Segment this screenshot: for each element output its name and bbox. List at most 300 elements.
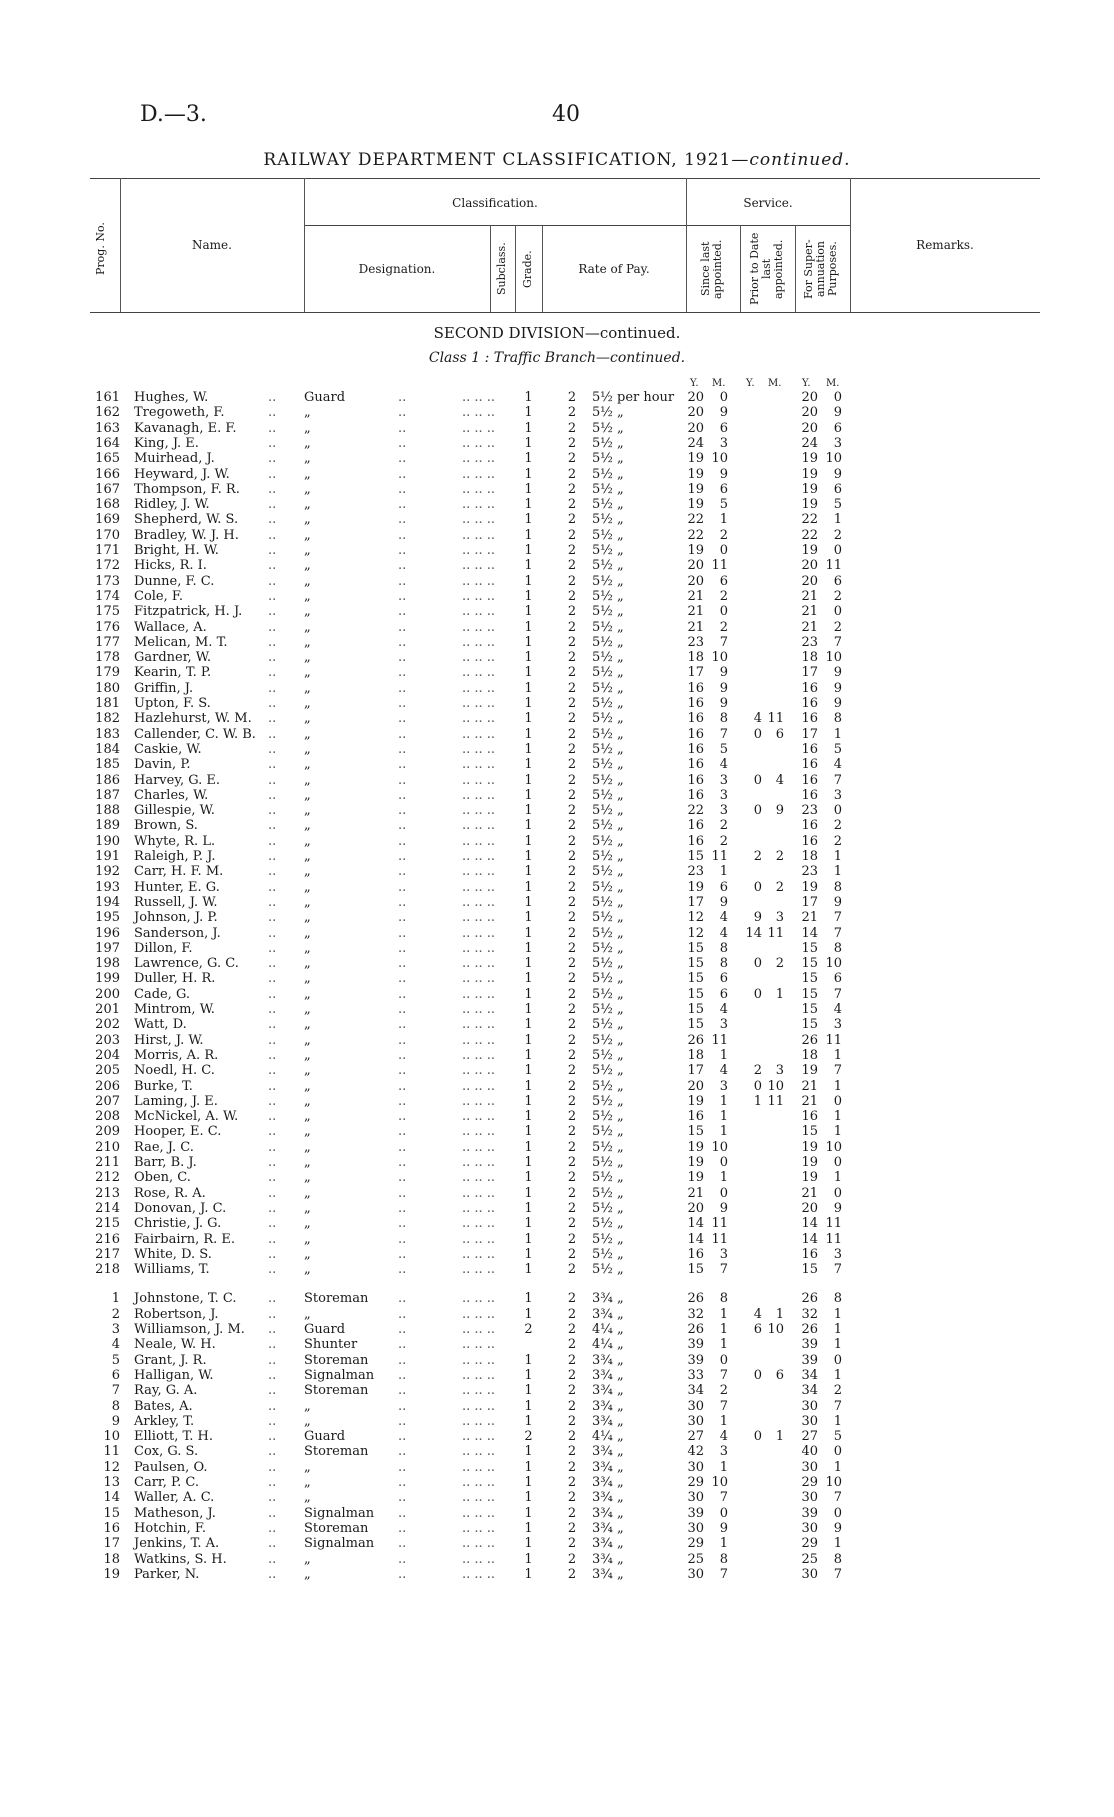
leader-dots: .. [268,1002,277,1017]
leader-dots: .. .. .. [462,405,496,421]
name: Callender, C. W. B. [134,726,256,742]
since-months: 0 [719,1352,728,1368]
rate: 5½ [592,1246,613,1262]
designation: „ [304,1231,311,1247]
since-years: 30 [687,1398,704,1414]
super-years: 14 [801,1216,818,1232]
leader-dots: .. [268,833,277,849]
leader-dots: .. .. .. [462,650,496,666]
grade: 2 [567,1002,577,1017]
rate-unit: „ [617,1231,624,1247]
leader-dots: .. .. .. [462,1170,496,1186]
grade: 2 [567,1536,577,1552]
leader-dots: .. .. .. [462,787,496,803]
rate-unit: „ [617,1262,624,1278]
table-row [0,1414,1114,1430]
super-years: 27 [801,1429,818,1445]
leader-dots: .. .. .. [462,1109,496,1125]
name: Gillespie, W. [134,803,215,819]
leader-dots: .. [268,1337,277,1353]
super-months: 2 [833,1383,842,1399]
grade: 2 [567,833,577,849]
leader-dots: .. [398,1459,407,1475]
leader-dots: .. [268,1536,277,1552]
super-years: 19 [801,451,818,467]
leader-dots: .. [398,1536,407,1552]
leader-dots: .. .. .. [462,1322,496,1337]
since-years: 12 [687,925,704,941]
rate-unit: „ [617,1459,624,1475]
since-months: 10 [711,650,728,666]
leader-dots: .. [268,925,277,941]
since-years: 15 [687,940,704,956]
super-months: 7 [833,910,842,926]
super-months: 2 [833,833,842,849]
subclass: 1 [524,1002,533,1017]
super-years: 21 [801,588,818,604]
name: Whyte, R. L. [134,833,216,849]
prior-months: 2 [775,879,784,895]
super-years: 26 [801,1291,818,1307]
table-row [0,1002,1114,1018]
rate: 3¾ [592,1475,613,1490]
since-years: 19 [687,497,704,513]
rate: 5½ [592,1078,613,1094]
since-months: 3 [719,803,728,819]
super-years: 19 [801,1063,818,1079]
name: Upton, F. S. [134,696,211,711]
name: Gardner, W. [134,650,212,666]
designation: Storeman [304,1291,369,1307]
subclass: 1 [524,1383,533,1399]
super-years: 16 [801,711,818,727]
subclass: 1 [524,711,533,727]
subclass: 1 [524,1231,533,1247]
since-years: 39 [687,1505,704,1521]
prog-no: 9 [111,1413,120,1429]
since-years: 16 [687,696,704,711]
designation: „ [304,696,311,711]
leader-dots: .. .. .. [462,1383,496,1399]
subclass: 1 [524,1155,533,1170]
prior-months: 2 [775,849,784,864]
leader-dots: .. .. .. [462,1047,496,1063]
rate: 5½ [592,818,613,834]
rate-unit: „ [617,1352,624,1368]
col-service: Service. [743,196,793,210]
prog-no: 183 [95,726,120,742]
rate: 5½ [592,803,613,819]
leader-dots: .. [398,864,407,880]
prior-years: 0 [753,986,762,1002]
since-years: 19 [687,466,704,482]
table-row [0,773,1114,789]
subclass: 1 [524,1047,533,1063]
name: Morris, A. R. [134,1047,219,1063]
rate-unit: „ [617,726,624,742]
table-row [0,742,1114,758]
since-years: 22 [687,512,704,528]
rate: 5½ [592,1231,613,1247]
super-years: 34 [801,1367,818,1383]
super-years: 30 [801,1490,818,1506]
super-years: 40 [801,1444,818,1460]
rate: 5½ [592,558,613,574]
leader-dots: .. [268,497,277,513]
super-months: 5 [833,497,842,513]
leader-dots: .. [268,818,277,834]
since-years: 18 [687,650,704,666]
designation: „ [304,512,311,528]
super-years: 16 [801,818,818,834]
leader-dots: .. .. .. [462,1429,496,1445]
super-years: 15 [801,1002,818,1017]
leader-dots: .. .. .. [462,619,496,635]
since-years: 23 [687,864,704,880]
name: Robertson, J. [134,1306,219,1322]
subclass: 1 [524,619,533,635]
rate-unit: „ [617,925,624,941]
leader-dots: .. [268,787,277,803]
grade: 2 [567,619,577,635]
subclass: 1 [524,910,533,926]
name: Halligan, W. [134,1367,214,1383]
leader-dots: .. [398,833,407,849]
name: Hicks, R. I. [134,558,207,574]
prog-no: 193 [95,879,120,895]
table-row [0,558,1114,574]
rate: 5½ [592,741,613,757]
rate: 5½ [592,497,613,513]
super-years: 29 [801,1536,818,1552]
prior-y-label: Y. [746,378,755,389]
prog-no: 165 [95,451,120,467]
leader-dots: .. [268,1383,277,1399]
super-years: 15 [801,986,818,1002]
subclass: 1 [524,543,533,558]
since-m-label: M. [712,378,726,389]
table-row [0,1155,1114,1171]
leader-dots: .. [268,1520,277,1536]
leader-dots: .. [268,1155,277,1170]
prog-no: 190 [95,833,120,849]
super-months: 1 [833,1536,842,1552]
super-months: 9 [833,680,842,696]
name: Christie, J. G. [134,1216,222,1232]
leader-dots: .. .. .. [462,390,496,405]
subclass: 2 [524,1429,533,1445]
super-months: 2 [833,619,842,635]
header-top-rule [90,178,1040,179]
leader-dots: .. [398,1047,407,1063]
since-years: 23 [687,634,704,650]
leader-dots: .. .. .. [462,1139,496,1155]
rate-unit: „ [617,405,624,421]
super-months: 4 [833,1002,842,1017]
rate: 5½ [592,1170,613,1186]
super-years: 15 [801,1262,818,1278]
leader-dots: .. [268,772,277,788]
since-months: 4 [719,1002,728,1017]
grade: 2 [567,986,577,1002]
subclass: 1 [524,1291,533,1307]
leader-dots: .. .. .. [462,971,496,987]
name: Tregoweth, F. [134,405,225,421]
grade: 2 [567,665,577,681]
divider-subclass [515,225,516,312]
super-months: 3 [833,435,842,451]
grade: 2 [567,466,577,482]
super-years: 21 [801,604,818,620]
since-years: 14 [687,1216,704,1232]
rate-unit: „ [617,1185,624,1201]
name: Hunter, E. G. [134,879,220,895]
since-years: 17 [687,665,704,681]
super-years: 25 [801,1551,818,1567]
table-row [0,849,1114,865]
grade: 2 [567,971,577,987]
rate-unit: „ [617,1170,624,1186]
rate-unit: „ [617,1078,624,1094]
super-months: 0 [833,1352,842,1368]
subclass: 1 [524,1475,533,1490]
prog-no: 178 [95,650,120,666]
leader-dots: .. [268,1551,277,1567]
designation: „ [304,1398,311,1414]
rate: 5½ [592,1139,613,1155]
prog-no: 218 [95,1262,120,1278]
rate: 3¾ [592,1551,613,1567]
since-years: 20 [687,420,704,436]
grade: 2 [567,573,577,589]
super-years: 16 [801,787,818,803]
super-months: 1 [833,864,842,880]
super-months: 0 [833,803,842,819]
super-months: 1 [833,726,842,742]
subclass: 1 [524,527,533,543]
leader-dots: .. [268,481,277,497]
super-years: 16 [801,833,818,849]
leader-dots: .. [398,894,407,910]
grade: 2 [567,1444,577,1460]
table-row [0,864,1114,880]
rate-unit: „ [617,680,624,696]
designation: „ [304,986,311,1002]
rate: 5½ [592,451,613,467]
table-row [0,405,1114,421]
super-months: 2 [833,588,842,604]
leader-dots: .. [398,1566,407,1582]
leader-dots: .. .. .. [462,818,496,834]
super-months: 5 [833,1429,842,1445]
rate: 5½ [592,420,613,436]
rate: 4¼ [592,1429,613,1445]
rate-unit: „ [617,1536,624,1552]
leader-dots: .. .. .. [462,558,496,574]
grade: 2 [567,1306,577,1322]
subclass: 1 [524,1032,533,1048]
designation: Guard [304,1429,346,1445]
designation: „ [304,1306,311,1322]
since-years: 16 [687,1109,704,1125]
table-row [0,1262,1114,1278]
since-years: 15 [687,1017,704,1033]
leader-dots: .. [268,1566,277,1582]
grade: 2 [567,1155,577,1170]
since-months: 7 [719,1262,728,1278]
leader-dots: .. [398,1078,407,1094]
name: Watt, D. [134,1017,187,1033]
prog-no: 203 [95,1032,120,1048]
table-row [0,1322,1114,1338]
table-row [0,467,1114,483]
col-remarks: Remarks. [916,238,974,252]
grade: 2 [567,604,577,620]
since-years: 16 [687,726,704,742]
designation: „ [304,787,311,803]
leader-dots: .. [398,1291,407,1307]
leader-dots: .. .. .. [462,1536,496,1552]
table-row [0,696,1114,712]
name: Parker, N. [134,1566,200,1582]
since-months: 1 [719,1322,728,1337]
name: Ray, G. A. [134,1383,198,1399]
leader-dots: .. [268,543,277,558]
grade: 2 [567,420,577,436]
since-years: 15 [687,971,704,987]
col-prior-to-date: Prior to Date last appointed. [748,232,785,306]
since-years: 15 [687,1002,704,1017]
leader-dots: .. [268,1262,277,1278]
prior-years: 6 [753,1322,762,1337]
leader-dots: .. .. .. [462,1262,496,1278]
rate-unit: „ [617,940,624,956]
designation: „ [304,1063,311,1079]
grade: 2 [567,435,577,451]
subclass: 1 [524,604,533,620]
rate-unit: „ [617,1047,624,1063]
subclass: 1 [524,1490,533,1506]
rate-unit: „ [617,696,624,711]
table-row [0,436,1114,452]
leader-dots: .. [268,1139,277,1155]
rate-unit: „ [617,956,624,972]
subclass: 1 [524,849,533,864]
leader-dots: .. .. .. [462,435,496,451]
leader-dots: .. [398,1398,407,1414]
super-months: 3 [833,1246,842,1262]
col-subclass: Subclass. [495,242,508,296]
designation: „ [304,497,311,513]
since-months: 1 [719,1536,728,1552]
leader-dots: .. [268,1032,277,1048]
leader-dots: .. [268,1124,277,1140]
col-prog-no: Prog. No. [94,222,107,276]
prog-no: 18 [103,1551,120,1567]
super-months: 7 [833,1566,842,1582]
since-months: 7 [719,1367,728,1383]
name: Muirhead, J. [134,451,215,467]
leader-dots: .. .. .. [462,1475,496,1490]
rate-unit: „ [617,1398,624,1414]
super-years: 20 [801,573,818,589]
since-months: 9 [719,696,728,711]
name: Thompson, F. R. [134,481,240,497]
prog-no: 192 [95,864,120,880]
since-months: 6 [719,971,728,987]
rate: 5½ [592,986,613,1002]
table-row [0,1307,1114,1323]
name: Donovan, J. C. [134,1200,227,1216]
rate-unit: „ [617,1490,624,1506]
rate-unit: „ [617,864,624,880]
table-row [0,543,1114,559]
header-bottom-rule [90,312,1040,313]
leader-dots: .. .. .. [462,420,496,436]
since-months: 8 [719,956,728,972]
leader-dots: .. [398,634,407,650]
name: Wallace, A. [134,619,207,635]
leader-dots: .. .. .. [462,833,496,849]
table-row [0,1429,1114,1445]
leader-dots: .. [268,634,277,650]
super-months: 7 [833,1398,842,1414]
rate: 3¾ [592,1566,613,1582]
grade: 2 [567,512,577,528]
leader-dots: .. [268,1093,277,1109]
leader-dots: .. .. .. [462,1520,496,1536]
super-years: 21 [801,1185,818,1201]
leader-dots: .. [398,1231,407,1247]
rate: 3¾ [592,1291,613,1307]
name: Russell, J. W. [134,894,218,910]
grade: 2 [567,1505,577,1521]
prog-no: 168 [95,497,120,513]
leader-dots: .. [268,1367,277,1383]
leader-dots: .. [398,1262,407,1278]
rate-unit: „ [617,1139,624,1155]
subclass: 1 [524,1520,533,1536]
prog-no: 205 [95,1063,120,1079]
since-months: 0 [719,390,728,405]
leader-dots: .. [398,604,407,620]
designation: Signalman [304,1367,375,1383]
super-years: 16 [801,741,818,757]
name: Shepherd, W. S. [134,512,239,528]
since-months: 11 [711,1216,728,1232]
rate: 5½ [592,726,613,742]
rate-unit: „ [617,1566,624,1582]
name: Cox, G. S. [134,1444,199,1460]
table-row [0,1506,1114,1522]
leader-dots: .. [398,451,407,467]
leader-dots: .. [398,925,407,941]
super-years: 29 [801,1475,818,1490]
leader-dots: .. .. .. [462,726,496,742]
name: Carr, P. C. [134,1475,199,1490]
since-months: 2 [719,833,728,849]
subclass: 1 [524,420,533,436]
grade: 2 [567,650,577,666]
name: Waller, A. C. [134,1490,215,1506]
super-months: 6 [833,971,842,987]
designation: „ [304,711,311,727]
super-months: 11 [825,1032,842,1048]
subclass: 1 [524,573,533,589]
rate-unit: „ [617,543,624,558]
subclass: 1 [524,833,533,849]
leader-dots: .. [268,1231,277,1247]
